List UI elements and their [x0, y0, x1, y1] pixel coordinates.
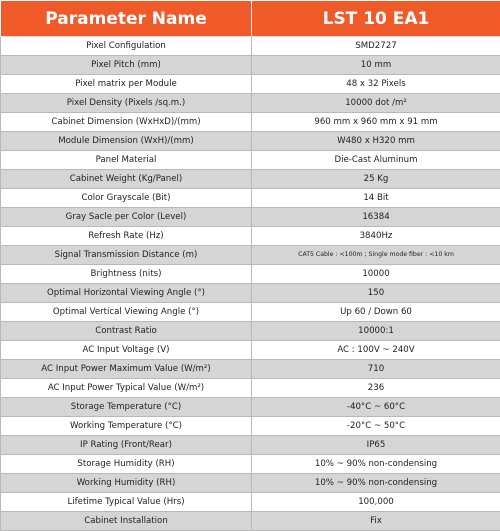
parameter-value: W480 x H320 mm: [252, 132, 500, 151]
parameter-value: 10000 dot /m²: [252, 94, 500, 113]
parameter-value: IP65: [252, 436, 500, 455]
parameter-value: 10 mm: [252, 56, 500, 75]
table-row: [1, 56, 500, 75]
parameter-value: 25 Kg: [252, 170, 500, 189]
parameter-name: Cabinet Installation: [1, 512, 252, 531]
parameter-value: 10000: [252, 265, 500, 284]
parameter-value: 150: [252, 284, 500, 303]
parameter-name: AC Input Power Typical Value (W/m²): [1, 379, 252, 398]
table-row: [1, 151, 500, 170]
table-row: [1, 303, 500, 322]
parameter-value: 3840Hz: [252, 227, 500, 246]
parameter-name: Module Dimension (WxH)/(mm): [1, 132, 252, 151]
table-row: [1, 132, 500, 151]
parameter-name: Cabinet Weight (Kg/Panel): [1, 170, 252, 189]
table-row: [1, 474, 500, 493]
table-row: [1, 379, 500, 398]
parameter-value: Fix: [252, 512, 500, 531]
parameter-name: Lifetime Typical Value (Hrs): [1, 493, 252, 512]
parameter-name: Pixel Configulation: [1, 37, 252, 56]
parameter-name: AC Input Power Maximum Value (W/m²): [1, 360, 252, 379]
header-row: [1, 1, 500, 37]
table-row: [1, 398, 500, 417]
parameter-value: 14 Bit: [252, 189, 500, 208]
table-row: [1, 493, 500, 512]
parameter-value: CAT5 Cable : <100m ; Single mode fiber : <10 km: [252, 246, 500, 265]
parameter-name: IP Rating (Front/Rear): [1, 436, 252, 455]
parameter-name: Optimal Horizontal Viewing Angle (°): [1, 284, 252, 303]
model-header: LST 10 EA1: [252, 1, 500, 37]
parameter-value: 960 mm x 960 mm x 91 mm: [252, 113, 500, 132]
table-row: [1, 75, 500, 94]
parameter-name: Refresh Rate (Hz): [1, 227, 252, 246]
parameter-name: Contrast Ratio: [1, 322, 252, 341]
table-row: [1, 246, 500, 265]
table-row: [1, 322, 500, 341]
parameter-name: Pixel Density (Pixels /sq.m.): [1, 94, 252, 113]
parameter-value: 236: [252, 379, 500, 398]
parameter-value: -20°C ~ 50°C: [252, 417, 500, 436]
parameter-name: Brightness (nits): [1, 265, 252, 284]
parameter-name: Color Grayscale (Bit): [1, 189, 252, 208]
parameter-name: Signal Transmission Distance (m): [1, 246, 252, 265]
table-row: [1, 436, 500, 455]
parameter-name: Storage Temperature (°C): [1, 398, 252, 417]
parameter-name: Working Temperature (°C): [1, 417, 252, 436]
parameter-value: 48 x 32 Pixels: [252, 75, 500, 94]
parameter-name: Cabinet Dimension (WxHxD)/(mm): [1, 113, 252, 132]
parameter-value: -40°C ~ 60°C: [252, 398, 500, 417]
parameter-value: Die-Cast Aluminum: [252, 151, 500, 170]
parameter-name: Storage Humidity (RH): [1, 455, 252, 474]
parameter-value: 710: [252, 360, 500, 379]
table-row: [1, 512, 500, 531]
table-row: [1, 360, 500, 379]
parameter-name: Pixel Pitch (mm): [1, 56, 252, 75]
table-row: [1, 189, 500, 208]
parameter-value: AC : 100V ~ 240V: [252, 341, 500, 360]
parameter-name: Optimal Vertical Viewing Angle (°): [1, 303, 252, 322]
table-row: [1, 37, 500, 56]
parameter-name: Panel Material: [1, 151, 252, 170]
table-row: [1, 417, 500, 436]
spec-table-header: [1, 1, 500, 37]
table-row: [1, 208, 500, 227]
parameter-name: Gray Sacle per Color (Level): [1, 208, 252, 227]
table-row: [1, 227, 500, 246]
parameter-value: 100,000: [252, 493, 500, 512]
table-row: [1, 170, 500, 189]
table-row: [1, 284, 500, 303]
parameter-name: Working Humidity (RH): [1, 474, 252, 493]
table-row: [1, 94, 500, 113]
parameter-value: 16384: [252, 208, 500, 227]
table-row: [1, 341, 500, 360]
parameter-value: 10% ~ 90% non-condensing: [252, 455, 500, 474]
table-row: [1, 455, 500, 474]
parameter-value: 10000:1: [252, 322, 500, 341]
parameter-name: AC Input Voltage (V): [1, 341, 252, 360]
table-row: [1, 113, 500, 132]
parameter-name-header: Parameter Name: [1, 1, 252, 37]
parameter-value: Up 60 / Down 60: [252, 303, 500, 322]
parameter-name: Pixel matrix per Module: [1, 75, 252, 94]
table-row: [1, 265, 500, 284]
spec-table-body: [1, 37, 500, 531]
parameter-value: SMD2727: [252, 37, 500, 56]
parameter-value: 10% ~ 90% non-condensing: [252, 474, 500, 493]
